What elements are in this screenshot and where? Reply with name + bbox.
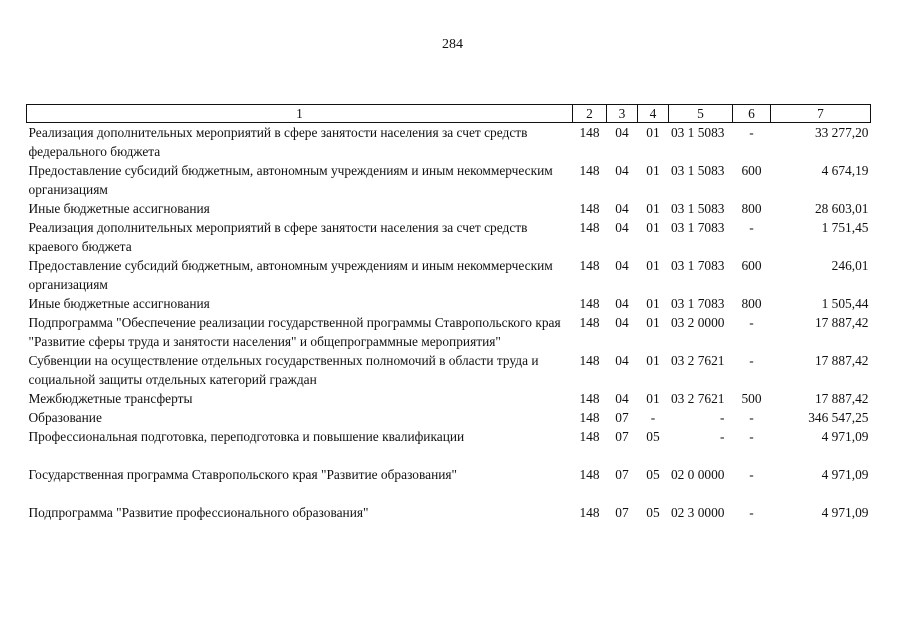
row-expense-type: -: [749, 220, 754, 235]
header-row: [27, 105, 871, 123]
row-target-article: 03 2 0000: [670, 315, 725, 330]
row-target-article: 03 1 5083: [670, 201, 725, 216]
header-col-5: 5: [669, 105, 733, 123]
row-target-article: 03 2 7621: [670, 353, 725, 368]
row-admin-code: 148: [579, 125, 600, 140]
row-name: Государственная программа Ставропольского края "Развитие образования": [28, 467, 458, 482]
row-section: 04: [615, 125, 629, 140]
table-row: [27, 408, 871, 427]
row-amount: 4 674,19: [821, 163, 869, 178]
header-col-7: 7: [771, 105, 871, 123]
table-row: [27, 351, 871, 389]
row-target-article: 03 1 7083: [670, 258, 725, 273]
header-col-2: 2: [573, 105, 607, 123]
row-target-article: 03 1 7083: [670, 296, 725, 311]
row-admin-code: 148: [579, 220, 600, 235]
row-subsection: 01: [646, 315, 660, 330]
row-expense-type: 600: [741, 163, 762, 178]
row-admin-code: 148: [579, 391, 600, 406]
table-row: [27, 389, 871, 408]
row-section: 04: [615, 201, 629, 216]
row-target-article: 03 1 5083: [670, 125, 725, 140]
row-admin-code: 148: [579, 201, 600, 216]
row-admin-code: 148: [579, 429, 600, 444]
row-expense-type: -: [749, 467, 754, 482]
row-amount: 28 603,01: [814, 201, 869, 216]
row-section: 04: [615, 258, 629, 273]
row-expense-type: -: [749, 505, 754, 520]
row-name: Профессиональная подготовка, переподготовка и повышение квалификации: [28, 429, 465, 444]
header-col-3: 3: [607, 105, 638, 123]
row-section: 04: [615, 391, 629, 406]
row-expense-type: -: [749, 353, 754, 368]
row-target-article: 03 1 5083: [670, 163, 725, 178]
row-name: Реализация дополнительных мероприятий в сфере занятости населения за счет средств федерального бюджета: [28, 125, 528, 159]
row-subsection: 01: [646, 220, 660, 235]
row-amount: 4 971,09: [821, 505, 869, 520]
row-amount: 346 547,25: [808, 410, 869, 425]
row-section: 07: [615, 429, 629, 444]
row-section: 07: [615, 467, 629, 482]
row-target-article: 03 2 7621: [670, 391, 725, 406]
row-subsection: 01: [646, 296, 660, 311]
table-row: [27, 294, 871, 313]
row-expense-type: -: [749, 315, 754, 330]
row-section: 04: [615, 353, 629, 368]
row-name: Субвенции на осуществление отдельных государственных полномочий в области труда и социальной защиты отдельных категорий граждан: [28, 353, 539, 387]
row-name: Реализация дополнительных мероприятий в сфере занятости населения за счет средств краевого бюджета: [28, 220, 528, 254]
row-admin-code: 148: [579, 410, 600, 425]
row-subsection: 01: [646, 353, 660, 368]
row-subsection: 05: [646, 505, 660, 520]
row-subsection: 01: [646, 391, 660, 406]
table-row: [27, 218, 871, 256]
row-amount: 17 887,42: [814, 315, 869, 330]
row-admin-code: 148: [579, 505, 600, 520]
row-admin-code: 148: [579, 315, 600, 330]
row-subsection: 01: [646, 258, 660, 273]
row-subsection: 01: [646, 125, 660, 140]
row-name: Иные бюджетные ассигнования: [28, 296, 210, 311]
row-amount: 17 887,42: [814, 391, 869, 406]
table-row: [27, 465, 871, 503]
row-expense-type: -: [749, 429, 754, 444]
row-target-article: -: [720, 429, 725, 444]
row-target-article: 02 0 0000: [670, 467, 725, 482]
row-section: 04: [615, 315, 629, 330]
row-section: 04: [615, 163, 629, 178]
row-name: Иные бюджетные ассигнования: [28, 201, 210, 216]
row-section: 07: [615, 505, 629, 520]
table-row: [27, 427, 871, 465]
row-expense-type: -: [749, 410, 754, 425]
row-subsection: 05: [646, 429, 660, 444]
header-col-4: 4: [638, 105, 669, 123]
row-admin-code: 148: [579, 353, 600, 368]
row-name: Подпрограмма "Развитие профессионального образования": [28, 505, 369, 520]
row-section: 07: [615, 410, 629, 425]
row-subsection: 01: [646, 201, 660, 216]
row-admin-code: 148: [579, 163, 600, 178]
row-target-article: -: [720, 410, 725, 425]
row-subsection: 01: [646, 163, 660, 178]
table-row: [27, 503, 871, 522]
row-name: Образование: [28, 410, 102, 425]
header-col-6: 6: [733, 105, 771, 123]
row-expense-type: 500: [741, 391, 762, 406]
row-expense-type: 800: [741, 201, 762, 216]
row-expense-type: 800: [741, 296, 762, 311]
row-amount: 246,01: [831, 258, 869, 273]
row-target-article: 02 3 0000: [670, 505, 725, 520]
row-amount: 33 277,20: [814, 125, 869, 140]
row-expense-type: 600: [741, 258, 762, 273]
row-amount: 1 751,45: [821, 220, 869, 235]
row-subsection: -: [650, 410, 656, 425]
table-row: [27, 313, 871, 351]
row-admin-code: 148: [579, 467, 600, 482]
table-row: [27, 256, 871, 294]
row-section: 04: [615, 296, 629, 311]
row-admin-code: 148: [579, 258, 600, 273]
row-amount: 1 505,44: [821, 296, 869, 311]
row-name: Предоставление субсидий бюджетным, автономным учреждениям и иным некоммерческим организациям: [28, 163, 553, 197]
row-expense-type: -: [749, 125, 754, 140]
row-amount: 4 971,09: [821, 467, 869, 482]
table-row: [27, 161, 871, 199]
page-number: 284: [442, 37, 463, 52]
row-name: Предоставление субсидий бюджетным, автономным учреждениям и иным некоммерческим организациям: [28, 258, 553, 292]
table-row: [27, 123, 871, 162]
row-subsection: 05: [646, 467, 660, 482]
budget-table: [26, 104, 871, 522]
row-amount: 17 887,42: [814, 353, 869, 368]
header-col-1: 1: [27, 105, 573, 123]
row-admin-code: 148: [579, 296, 600, 311]
row-amount: 4 971,09: [821, 429, 869, 444]
table-row: [27, 199, 871, 218]
row-target-article: 03 1 7083: [670, 220, 725, 235]
row-name: Подпрограмма "Обеспечение реализации государственной программы Ставропольского края "Развитие сферы труда и занятости населения" и общепрограммные мероприятия": [28, 315, 561, 349]
row-name: Межбюджетные трансферты: [28, 391, 193, 406]
row-section: 04: [615, 220, 629, 235]
